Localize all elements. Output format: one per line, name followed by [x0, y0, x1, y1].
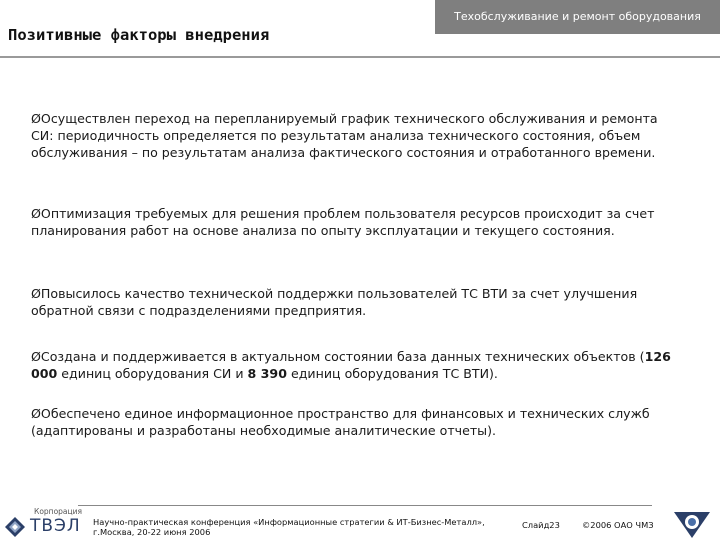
conference-line-2: г.Москва, 20-22 июня 2006 [93, 527, 211, 537]
tvel-logo [0, 507, 83, 540]
bullet-item-4 [31, 348, 681, 382]
bullet-text: Обеспечено единое информационное пространство для финансовых и технических служб (адаптированы и разработаны необходимые аналитические отчеты). [31, 406, 650, 438]
bullet-arrow-icon: Ø [31, 349, 41, 364]
page-title: Позитивные факторы внедрения [8, 26, 270, 44]
bullet-text: Повысилось качество технической поддержки пользователей ТС ВТИ за счет улучшения обратной связи с подразделениями предприятия. [31, 286, 638, 318]
bullet-arrow-icon: Ø [31, 406, 41, 421]
bullet-item-3 [31, 285, 681, 319]
bullet-arrow-icon: Ø [31, 206, 41, 221]
chmz-logo-icon [670, 508, 714, 539]
ts-vti-count: 8 390 [247, 366, 287, 381]
footer-divider [78, 505, 652, 506]
bullet-item-5 [31, 405, 681, 439]
slide-footer [0, 505, 720, 540]
bullet-text: Оптимизация требуемых для решения проблем пользователя ресурсов происходит за счет планирования работ на основе анализа по опыту эксплуатации и текущего состояния. [31, 206, 655, 238]
bullet-text: Создана и поддерживается в актуальном состоянии база данных технических объектов ( [40, 349, 645, 364]
section-label: Техобслуживание и ремонт оборудования [435, 0, 720, 34]
conference-info [93, 517, 485, 537]
slide-header [0, 0, 720, 58]
logo-name: ТВЭЛ [30, 516, 81, 536]
bullet-text: единиц оборудования ТС ВТИ). [286, 366, 498, 381]
bullet-arrow-icon: Ø [31, 111, 41, 126]
header-divider [0, 56, 720, 58]
logo-caption: Корпорация [34, 507, 83, 516]
bullet-text: Осуществлен переход на перепланируемый график технического обслуживания и ремонта СИ: периодичность определяется по результатам анализа технического состояния, объем обслуживания – по результатам анализа фактического состояния и отработанного времени. [31, 111, 658, 160]
bullet-text: единиц оборудования СИ и [57, 366, 248, 381]
bullet-item-2 [31, 205, 681, 239]
si-count: 126 000 [31, 349, 671, 381]
bullet-arrow-icon: Ø [31, 286, 41, 301]
conference-line-1: Научно-практическая конференция «Информационные стратегии & ИТ-Бизнес-Металл», [93, 517, 485, 527]
tvel-logo-icon [4, 516, 26, 538]
slide-number: Слайд23 [522, 520, 560, 530]
bullet-item-1 [31, 110, 681, 161]
copyright: ©2006 ОАО ЧМЗ [582, 520, 654, 530]
